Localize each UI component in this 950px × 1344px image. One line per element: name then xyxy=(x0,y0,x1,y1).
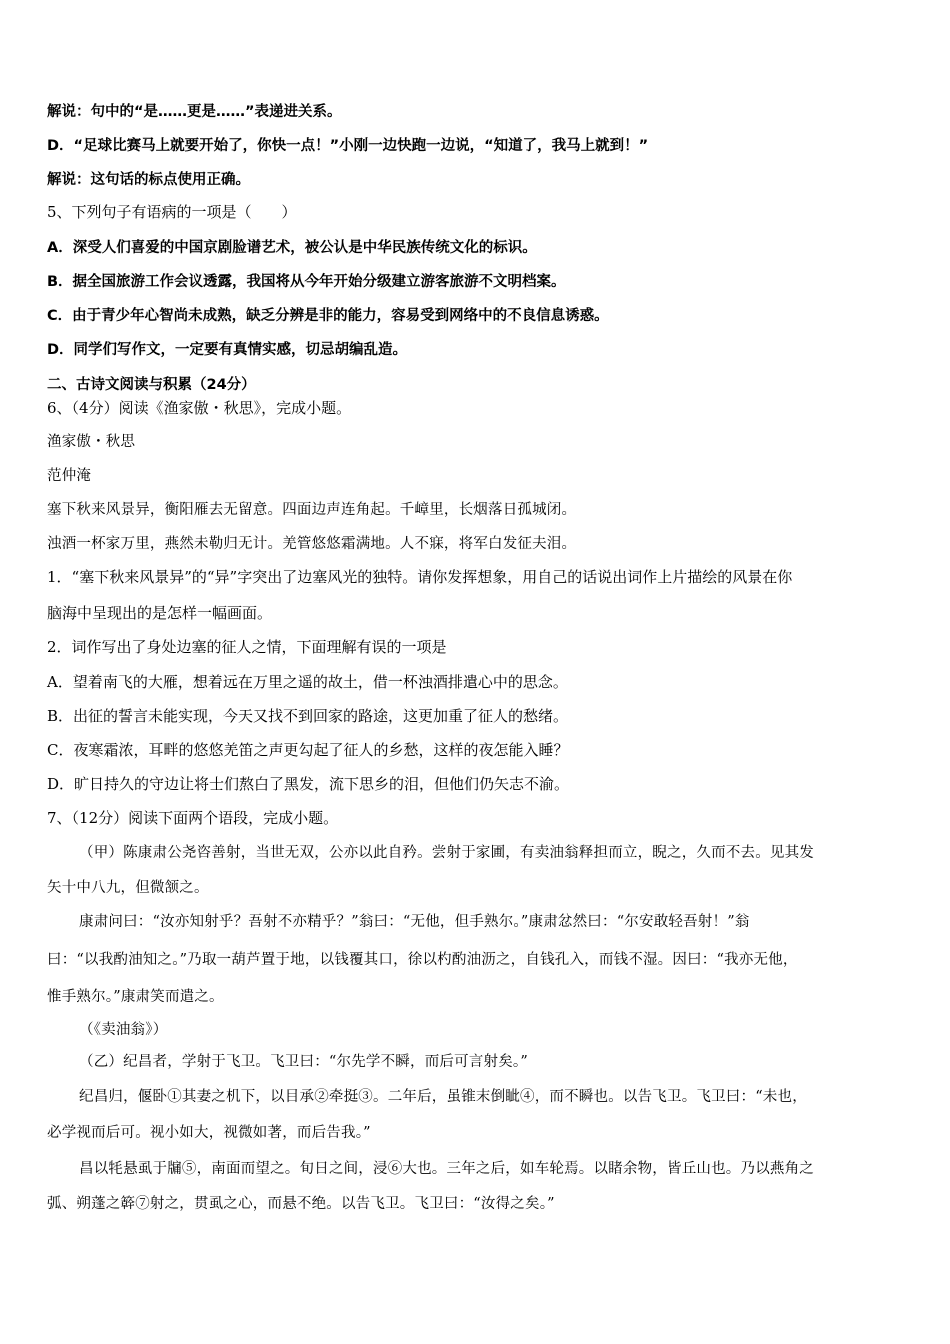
poem-title: 渔家傲・秋思 xyxy=(47,434,136,450)
sub-question-2: 2．词作写出了身处边塞的征人之情，下面理解有误的一项是 xyxy=(47,638,447,656)
choice-b: B．出征的誓言未能实现，今天又找不到回家的路途，这更加重了征人的愁绪。 xyxy=(47,707,569,725)
sub-question-1-cont: 脑海中呈现出的是怎样一幅画面。 xyxy=(47,604,273,622)
option-c: C．由于青少年心智尚未成熟，缺乏分辨是非的能力，容易受到网络中的不良信息诱惑。 xyxy=(47,308,609,324)
section-heading: 二、古诗文阅读与积累（24分） xyxy=(47,377,256,393)
question-7: 7、（12分）阅读下面两个语段，完成小题。 xyxy=(47,809,339,827)
explanation-line: 解说：句中的“是……更是……”表递进关系。 xyxy=(47,104,342,120)
passage-line: 惟手熟尔。”康肃笑而遣之。 xyxy=(47,989,224,1005)
question-6: 6、（4分）阅读《渔家傲・秋思》，完成小题。 xyxy=(47,399,352,417)
poem-line: 塞下秋来风景异，衡阳雁去无留意。四面边声连角起。千嶂里，长烟落日孤城闭。 xyxy=(47,502,577,518)
passage-line: （甲）陈康肃公尧咨善射，当世无双，公亦以此自矜。尝射于家圃，有卖油翁释担而立，睨之，久而不去。见其发 xyxy=(79,845,814,861)
sub-question-1: 1．“塞下秋来风景异”的“异”字突出了边塞风光的独特。请你发挥想象，用自己的话说出词作上片描绘的风景在你 xyxy=(47,568,793,586)
passage-line: 曰：“以我酌油知之。”乃取一葫芦置于地，以钱覆其口，徐以杓酌油沥之，自钱孔入，而钱不湿。因曰：“我亦无他， xyxy=(47,952,798,968)
poem-line: 浊酒一杯家万里，燕然未勒归无计。羌管悠悠霜满地。人不寐，将军白发征夫泪。 xyxy=(47,536,577,552)
passage-line: 昌以牦悬虱于牖⑤，南面而望之。旬日之间，浸⑥大也。三年之后，如车轮焉。以睹余物，皆丘山也。乃以燕角之 xyxy=(79,1161,814,1177)
passage-line: （乙）纪昌者，学射于飞卫。飞卫曰：“尔先学不瞬，而后可言射矣。” xyxy=(79,1054,528,1070)
question-5: 5、下列句子有语病的一项是（ ） xyxy=(47,203,297,221)
explanation-line: 解说：这句话的标点使用正确。 xyxy=(47,172,250,188)
choice-c: C．夜寒霜浓，耳畔的悠悠羌笛之声更勾起了征人的乡愁，这样的夜怎能入睡？ xyxy=(47,741,569,759)
passage-source: （《卖油翁》） xyxy=(79,1022,168,1038)
passage-line: 弧、朔蓬之簳⑦射之，贯虱之心，而悬不绝。以告飞卫。飞卫曰：“汝得之矣。” xyxy=(47,1196,555,1212)
choice-a: A．望着南飞的大雁，想着远在万里之遥的故土，借一杯浊酒排遣心中的思念。 xyxy=(47,673,568,691)
passage-line: 康肃问曰：“汝亦知射乎？吾射不亦精乎？”翁曰：“无他，但手熟尔。”康肃忿然曰：“尔安敢轻吾射！”翁 xyxy=(79,914,750,930)
passage-line: 纪昌归，偃卧①其妻之机下，以目承②牵挺③。二年后，虽锥末倒眦④，而不瞬也。以告飞卫。飞卫曰：“未也， xyxy=(79,1089,807,1105)
poem-author: 范仲淹 xyxy=(47,468,92,484)
option-a: A．深受人们喜爱的中国京剧脸谱艺术，被公认是中华民族传统文化的标识。 xyxy=(47,240,537,256)
passage-line: 矢十中八九，但微颔之。 xyxy=(47,880,209,896)
option-d: D．“足球比赛马上就要开始了，你快一点！”小刚一边快跑一边说，“知道了，我马上就到！” xyxy=(47,138,649,154)
option-d: D．同学们写作文，一定要有真情实感，切忌胡编乱造。 xyxy=(47,342,408,358)
choice-d: D．旷日持久的守边让将士们熬白了黑发，流下思乡的泪，但他们仍矢志不渝。 xyxy=(47,775,570,793)
option-b: B．据全国旅游工作会议透露，我国将从今年开始分级建立游客旅游不文明档案。 xyxy=(47,274,566,290)
passage-line: 必学视而后可。视小如大，视微如著，而后告我。” xyxy=(47,1125,371,1141)
